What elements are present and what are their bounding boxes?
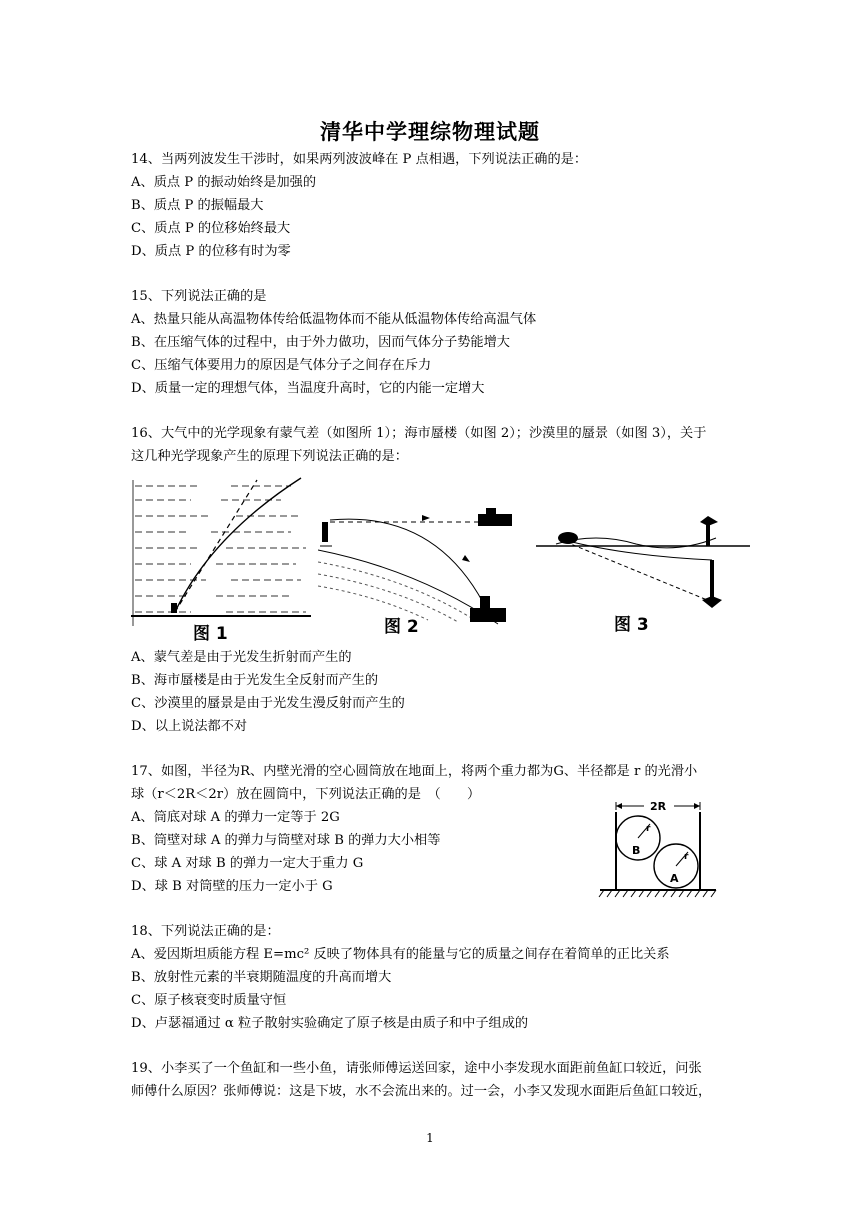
q17-width-label: 2R xyxy=(649,800,667,813)
q15-option-c: C、压缩气体要用力的原因是气体分子之间存在斥力 xyxy=(131,358,432,373)
q14-stem: 14、当两列波发生干涉时，如果两列波波峰在 P 点相遇，下列说法正确的是： xyxy=(131,152,588,167)
q16-option-d: D、以上说法都不对 xyxy=(131,719,248,734)
q17-option-d: D、球 B 对筒壁的压力一定小于 G xyxy=(131,879,333,894)
q15-option-d: D、质量一定的理想气体，当温度升高时，它的内能一定增大 xyxy=(131,381,485,396)
figure-2-sea-mirage xyxy=(318,500,526,644)
q14-option-a: A、质点 P 的振动始终是加强的 xyxy=(131,175,317,190)
q19-line1: 19、小李买了一个鱼缸和一些小鱼，请张师傅运送回家，途中小李发现水面距前鱼缸口较近，问张 xyxy=(131,1061,702,1076)
q14-option-d: D、质点 P 的位移有时为零 xyxy=(131,244,291,259)
q17-option-b: B、筒壁对球 A 的弹力与筒壁对球 B 的弹力大小相等 xyxy=(131,833,441,848)
q19-line2: 师傅什么原因？张师傅说：这是下坡，水不会流出来的。过一会，小李又发现水面距后鱼缸口较近， xyxy=(131,1084,712,1099)
q17-option-c: C、球 A 对球 B 的弹力一定大于重力 G xyxy=(131,856,364,871)
figure-1-label: 图 1 xyxy=(193,624,228,644)
q14-option-b: B、质点 P 的振幅最大 xyxy=(131,198,264,213)
q18-option-a: A、爱因斯坦质能方程 E=mc² 反映了物体具有的能量与它的质量之间存在着简单的正比关系 xyxy=(131,947,670,962)
q16-stem-line1: 16、大气中的光学现象有蒙气差（如图所 1）；海市蜃楼（如图 2）；沙漠里的蜃景（如图 3），关于 xyxy=(131,426,707,441)
q14-option-c: C、质点 P 的位移始终最大 xyxy=(131,221,291,236)
q17-ball-b-label: B xyxy=(632,844,641,857)
q17-radius-a-label: r xyxy=(684,852,689,862)
figure-q17-cylinder xyxy=(598,798,718,902)
q16-option-c: C、沙漠里的蜃景是由于光发生漫反射而产生的 xyxy=(131,696,405,711)
q17-option-a: A、筒底对球 A 的弹力一定等于 2G xyxy=(131,810,340,825)
q18-option-d: D、卢瑟福通过 α 粒子散射实验确定了原子核是由质子和中子组成的 xyxy=(131,1016,529,1031)
figure-1-atmospheric-refraction xyxy=(131,476,311,644)
figure-2-label: 图 2 xyxy=(384,617,419,637)
q18-option-c: C、原子核衰变时质量守恒 xyxy=(131,993,287,1008)
figure-3-desert-mirage xyxy=(536,512,752,636)
q15-option-a: A、热量只能从高温物体传给低温物体而不能从低温物体传给高温气体 xyxy=(131,312,537,327)
q17-ball-a-label: A xyxy=(670,872,679,885)
page-title: 清华中学理综物理试题 xyxy=(320,119,540,144)
q17-radius-b-label: r xyxy=(646,824,651,834)
q15-stem: 15、下列说法正确的是 xyxy=(131,289,267,304)
q15-option-b: B、在压缩气体的过程中，由于外力做功，因而气体分子势能增大 xyxy=(131,335,510,350)
q17-stem-line1: 17、如图，半径为R、内壁光滑的空心圆筒放在地面上，将两个重力都为G、半径都是 r 的光滑小 xyxy=(131,764,698,779)
q16-option-a: A、蒙气差是由于光发生折射而产生的 xyxy=(131,650,352,665)
q17-stem-line2: 球（r＜2R＜2r）放在圆筒中，下列说法正确的是 （ ） xyxy=(131,787,481,802)
q18-stem: 18、下列说法正确的是： xyxy=(131,924,280,939)
q16-stem-line2: 这几种光学现象产生的原理下列说法正确的是： xyxy=(131,449,408,464)
page-number: 1 xyxy=(426,1131,434,1145)
figure-3-label: 图 3 xyxy=(614,615,649,635)
q16-option-b: B、海市蜃楼是由于光发生全反射而产生的 xyxy=(131,673,379,688)
q18-option-b: B、放射性元素的半衰期随温度的升高而增大 xyxy=(131,970,392,985)
